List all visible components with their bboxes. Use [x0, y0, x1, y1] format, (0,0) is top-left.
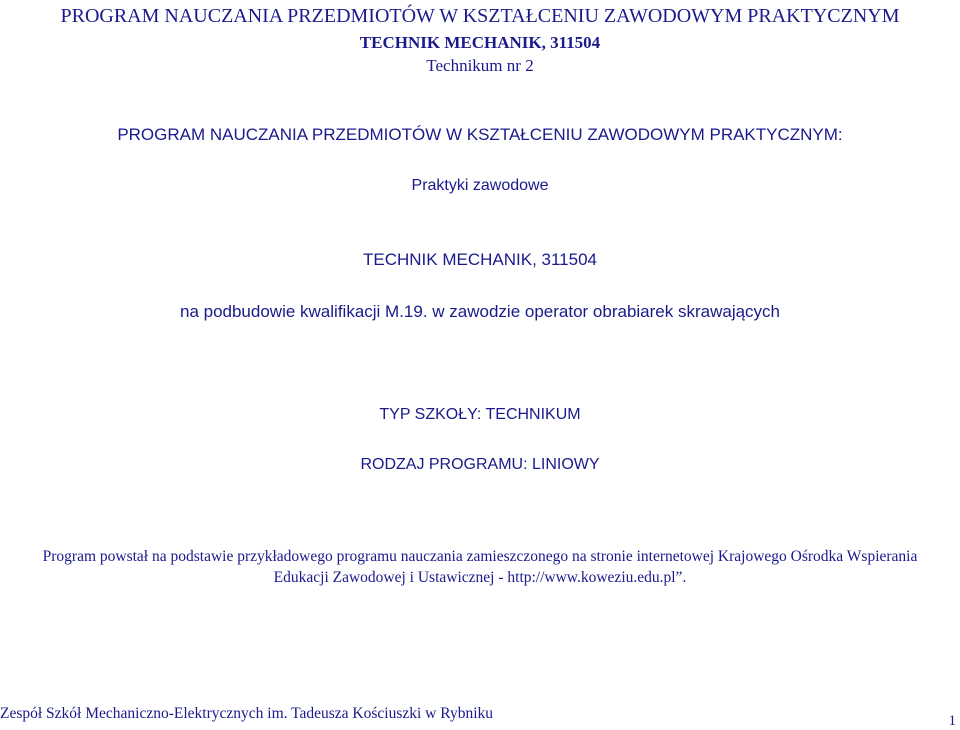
program-basis-line-1: Program powstał na podstawie przykładowego programu nauczania zamieszczonego na stronie internetowej Krajowego Ośrodka Wspierania	[42, 548, 918, 565]
header-title: PROGRAM NAUCZANIA PRZEDMIOTÓW W KSZTAŁCENIU ZAWODOWYM PRAKTYCZNYM	[60, 5, 900, 27]
header-profession: TECHNIK MECHANIK, 311504	[359, 33, 601, 52]
page-number: 1	[948, 713, 956, 729]
header-school: Technikum nr 2	[426, 56, 534, 75]
footer-school-name: Zespół Szkół Mechaniczno-Elektrycznych im. Tadeusza Kościuszki w Rybniku	[0, 705, 494, 722]
program-basis-line-2: Edukacji Zawodowej i Ustawicznej - http://www.koweziu.edu.pl”.	[273, 569, 687, 586]
program-title: PROGRAM NAUCZANIA PRZEDMIOTÓW W KSZTAŁCENIU ZAWODOWYM PRAKTYCZNYM:	[117, 125, 843, 144]
qualification-line: na podbudowie kwalifikacji M.19. w zawodzie operator obrabiarek skrawających	[179, 302, 781, 321]
subject-name: Praktyki zawodowe	[411, 177, 549, 194]
program-basis-note	[0, 546, 960, 588]
school-type: TYP SZKOŁY: TECHNIKUM	[379, 406, 581, 423]
profession-title: TECHNIK MECHANIK, 311504	[363, 250, 597, 269]
program-kind: RODZAJ PROGRAMU: LINIOWY	[360, 456, 600, 473]
